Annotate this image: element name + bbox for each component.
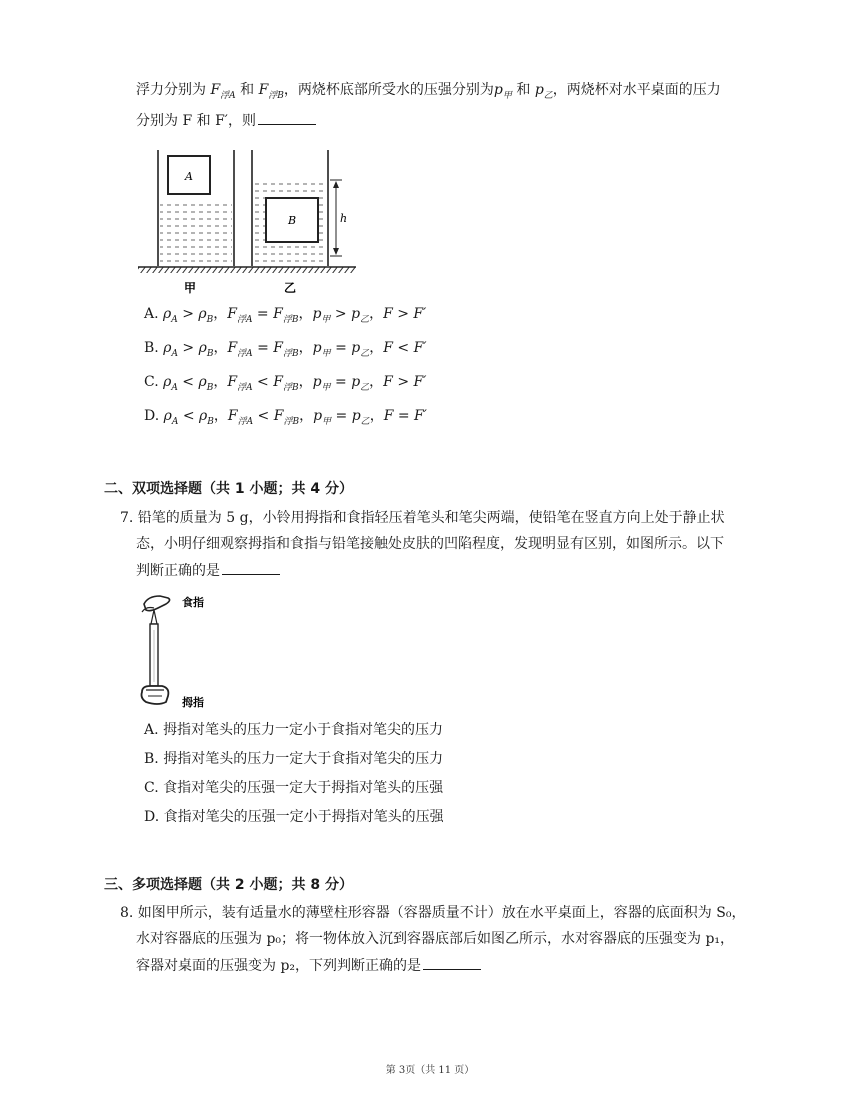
p-yi: $p_乙$	[534, 82, 553, 101]
f-float-b: $F_{浮B}$	[258, 82, 284, 101]
answer-blank[interactable]	[258, 110, 316, 125]
label-jia: 甲	[183, 281, 197, 295]
q6-option-b[interactable]: B. $\rho_A > \rho_B$，$F_{浮A} = F_{浮B}$，$p_甲 = p_乙$，F < F′	[144, 340, 427, 359]
water-jia	[160, 202, 232, 266]
q6-text-c: ，两烧杯底部所受水的压强分别为	[283, 82, 494, 98]
q6-option-a[interactable]: A. $\rho_A > \rho_B$，$F_{浮A} = F_{浮B}$，$p_甲 > p_乙$，F > F′	[144, 306, 427, 325]
thumb-icon	[142, 686, 169, 704]
block-b-label: B	[287, 214, 297, 227]
q7-line2: 态，小明仔细观察拇指和食指与铅笔接触处皮肤的凹陷程度，发现明显有区别，如图所示。以下	[136, 536, 724, 552]
q7-option-b[interactable]: B. 拇指对笔头的压力一定大于食指对笔尖的压力	[144, 751, 444, 767]
index-finger-icon	[144, 596, 170, 611]
q6-option-c[interactable]: C. $\rho_A < \rho_B$，$F_{浮A} < F_{浮B}$，$p_甲 = p_乙$，F > F′	[144, 374, 427, 393]
label-thumb: 拇指	[182, 696, 204, 709]
beaker-figure	[134, 146, 364, 296]
q6-line1	[136, 80, 721, 106]
q8-line3	[136, 955, 481, 976]
q6-text-b: 和	[240, 82, 255, 98]
q6-line2	[136, 110, 316, 131]
f-float-a: $F_{浮A}$	[210, 82, 236, 101]
q6-text-d: 和	[516, 82, 531, 98]
q8-line1: 8. 如图甲所示，装有适量水的薄壁柱形容器（容器质量不计）放在水平桌面上，容器的底面积为 S₀，	[120, 905, 746, 921]
q7-line1: 7. 铅笔的质量为 5 g，小铃用拇指和食指轻压着笔头和笔尖两端，使铅笔在竖直方向上处于静止状	[120, 510, 725, 526]
label-index-finger: 食指	[182, 596, 204, 609]
q6-line2-text: 分别为 F 和 F′，则	[136, 113, 256, 129]
q7-option-c[interactable]: C. 食指对笔尖的压强一定大于拇指对笔头的压强	[144, 780, 444, 796]
q7-line3	[136, 560, 280, 581]
q7-option-a[interactable]: A. 拇指对笔头的压力一定小于食指对笔尖的压力	[144, 722, 444, 738]
q6-option-d[interactable]: D. $\rho_A < \rho_B$，$F_{浮A} < F_{浮B}$，$p_甲 = p_乙$，F = F′	[144, 408, 427, 427]
label-yi: 乙	[283, 281, 297, 295]
q6-text-e: ，两烧杯对水平桌面的压力	[552, 82, 721, 98]
section-title-2: 二、双项选择题（共 1 小题；共 4 分）	[104, 481, 353, 497]
q8-line3-text: 容器对桌面的压强变为 p₂，下列判断正确的是	[136, 958, 422, 974]
page-footer: 第 3页（共 11 页）	[385, 1065, 475, 1076]
answer-blank[interactable]	[222, 560, 280, 575]
p-jia: $p_甲$	[493, 82, 512, 101]
h-label: h	[340, 212, 348, 225]
answer-blank[interactable]	[423, 955, 481, 970]
pencil-figure	[136, 590, 226, 710]
section-title-3: 三、多项选择题（共 2 小题；共 8 分）	[104, 877, 353, 893]
block-a-label: A	[185, 170, 193, 183]
q7-line3-text: 判断正确的是	[136, 563, 220, 579]
q8-line2: 水对容器底的压强为 p₀；将一物体放入沉到容器底部后如图乙所示，水对容器底的压强变为 p₁，	[136, 931, 735, 947]
q7-option-d[interactable]: D. 食指对笔尖的压强一定小于拇指对笔头的压强	[144, 809, 444, 825]
pencil-tip	[151, 610, 157, 624]
q6-text-a: 浮力分别为	[136, 82, 206, 98]
